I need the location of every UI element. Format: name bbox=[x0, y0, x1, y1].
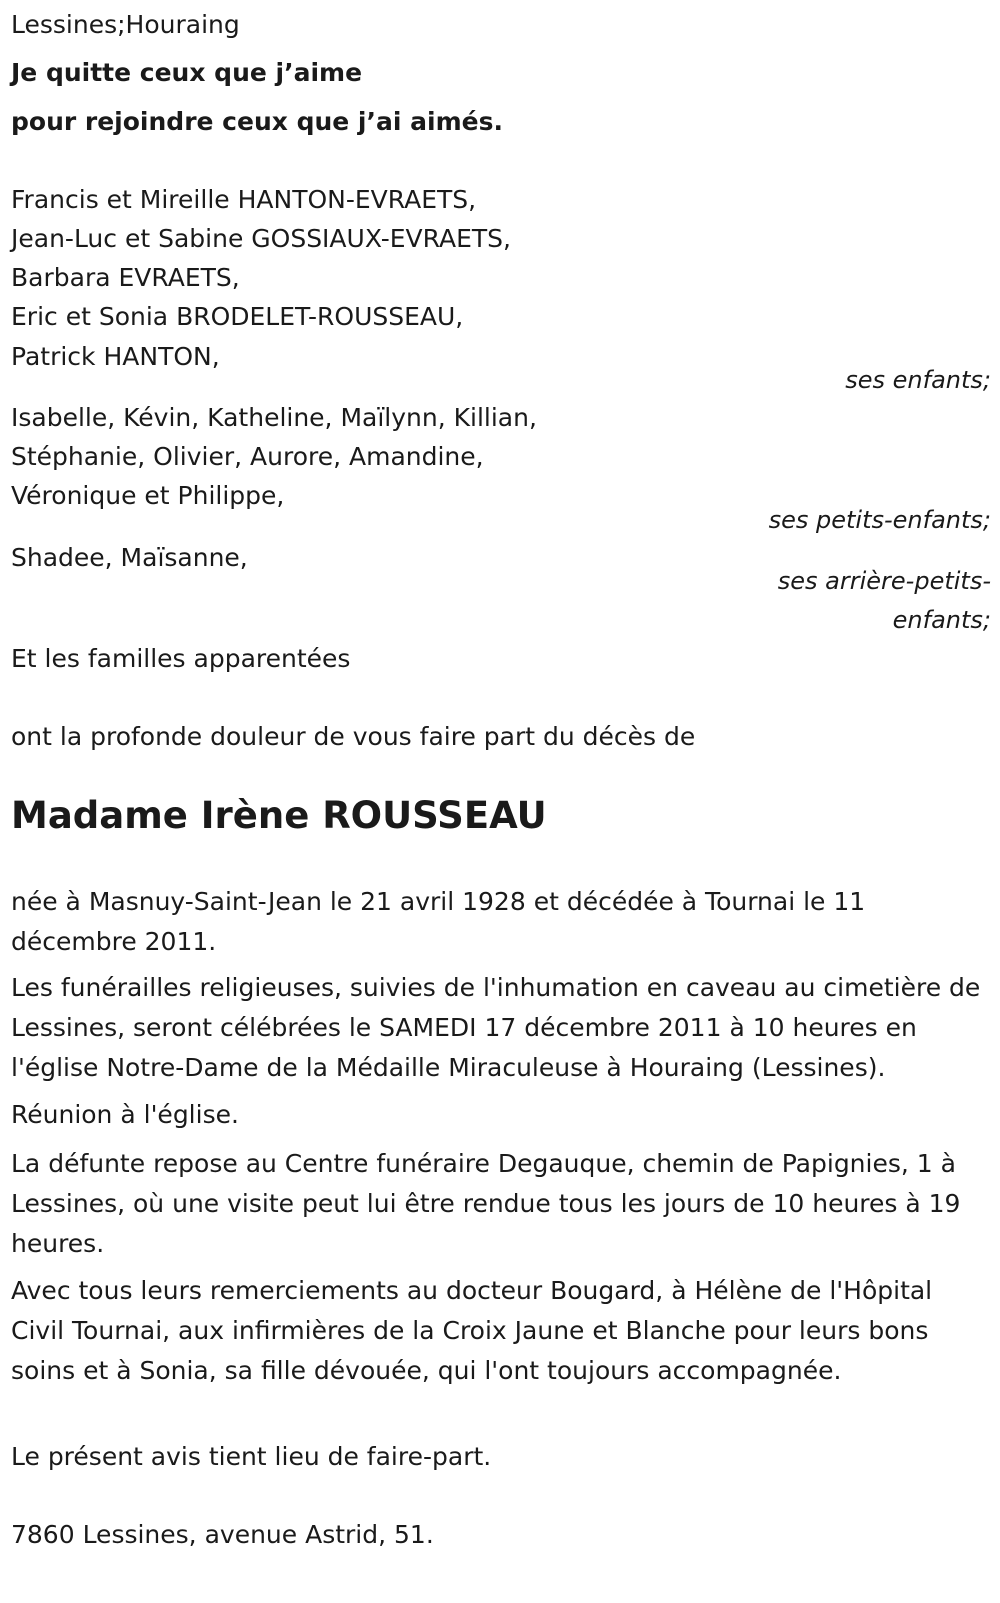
grandchild-name: Isabelle, Kévin, Katheline, Maïlynn, Killian, bbox=[11, 403, 537, 432]
thanks-paragraph: Avec tous leurs remerciements au docteur Bougard, à Hélène de l'Hôpital Civil Tournai, aux infirmières de la Croix Jaune et Blanche pour leurs bons soins et à Sonia, sa fille dévouée, qui l'ont toujours accompagnée. bbox=[11, 1276, 933, 1385]
meeting-paragraph: Réunion à l'église. bbox=[11, 1100, 239, 1129]
role-great-grandchildren-line-2: enfants; bbox=[892, 606, 991, 634]
role-great-grandchildren-line-1: ses arrière-petits- bbox=[777, 567, 991, 595]
child-name: Eric et Sonia BRODELET-ROUSSEAU, bbox=[11, 302, 464, 331]
motto-line-1: Je quitte ceux que j’aime bbox=[11, 58, 363, 87]
notice-paragraph: Le présent avis tient lieu de faire-part. bbox=[11, 1442, 492, 1471]
grandchild-name: Véronique et Philippe, bbox=[11, 481, 285, 510]
birth-death-paragraph: née à Masnuy-Saint-Jean le 21 avril 1928 et décédée à Tournai le 11 décembre 2011. bbox=[11, 887, 866, 956]
great-grandchild-name: Shadee, Maïsanne, bbox=[11, 543, 248, 572]
child-name: Francis et Mireille HANTON-EVRAETS, bbox=[11, 185, 477, 214]
announcement-line: ont la profonde douleur de vous faire part du décès de bbox=[11, 722, 696, 751]
deceased-name: Madame Irène ROUSSEAU bbox=[11, 794, 547, 837]
location-header: Lessines;Houraing bbox=[11, 10, 240, 39]
families-line: Et les familles apparentées bbox=[11, 644, 351, 673]
child-name: Patrick HANTON, bbox=[11, 342, 220, 371]
child-name: Barbara EVRAETS, bbox=[11, 263, 240, 292]
child-name: Jean-Luc et Sabine GOSSIAUX-EVRAETS, bbox=[11, 224, 511, 253]
motto-line-2: pour rejoindre ceux que j’ai aimés. bbox=[11, 107, 503, 136]
visitation-paragraph: La défunte repose au Centre funéraire Degauque, chemin de Papignies, 1 à Lessines, où une visite peut lui être rendue tous les jours de 10 heures à 19 heures. bbox=[11, 1149, 961, 1258]
address-line: 7860 Lessines, avenue Astrid, 51. bbox=[11, 1520, 434, 1549]
role-grandchildren: ses petits-enfants; bbox=[768, 506, 991, 534]
role-children: ses enfants; bbox=[845, 366, 991, 394]
funeral-paragraph: Les funérailles religieuses, suivies de l'inhumation en caveau au cimetière de Lessines, seront célébrées le SAMEDI 17 décembre 2011 à 10 heures en l'église Notre-Dame de la Médaille Miraculeuse à Houraing (Lessines). bbox=[11, 973, 981, 1082]
grandchild-name: Stéphanie, Olivier, Aurore, Amandine, bbox=[11, 442, 484, 471]
